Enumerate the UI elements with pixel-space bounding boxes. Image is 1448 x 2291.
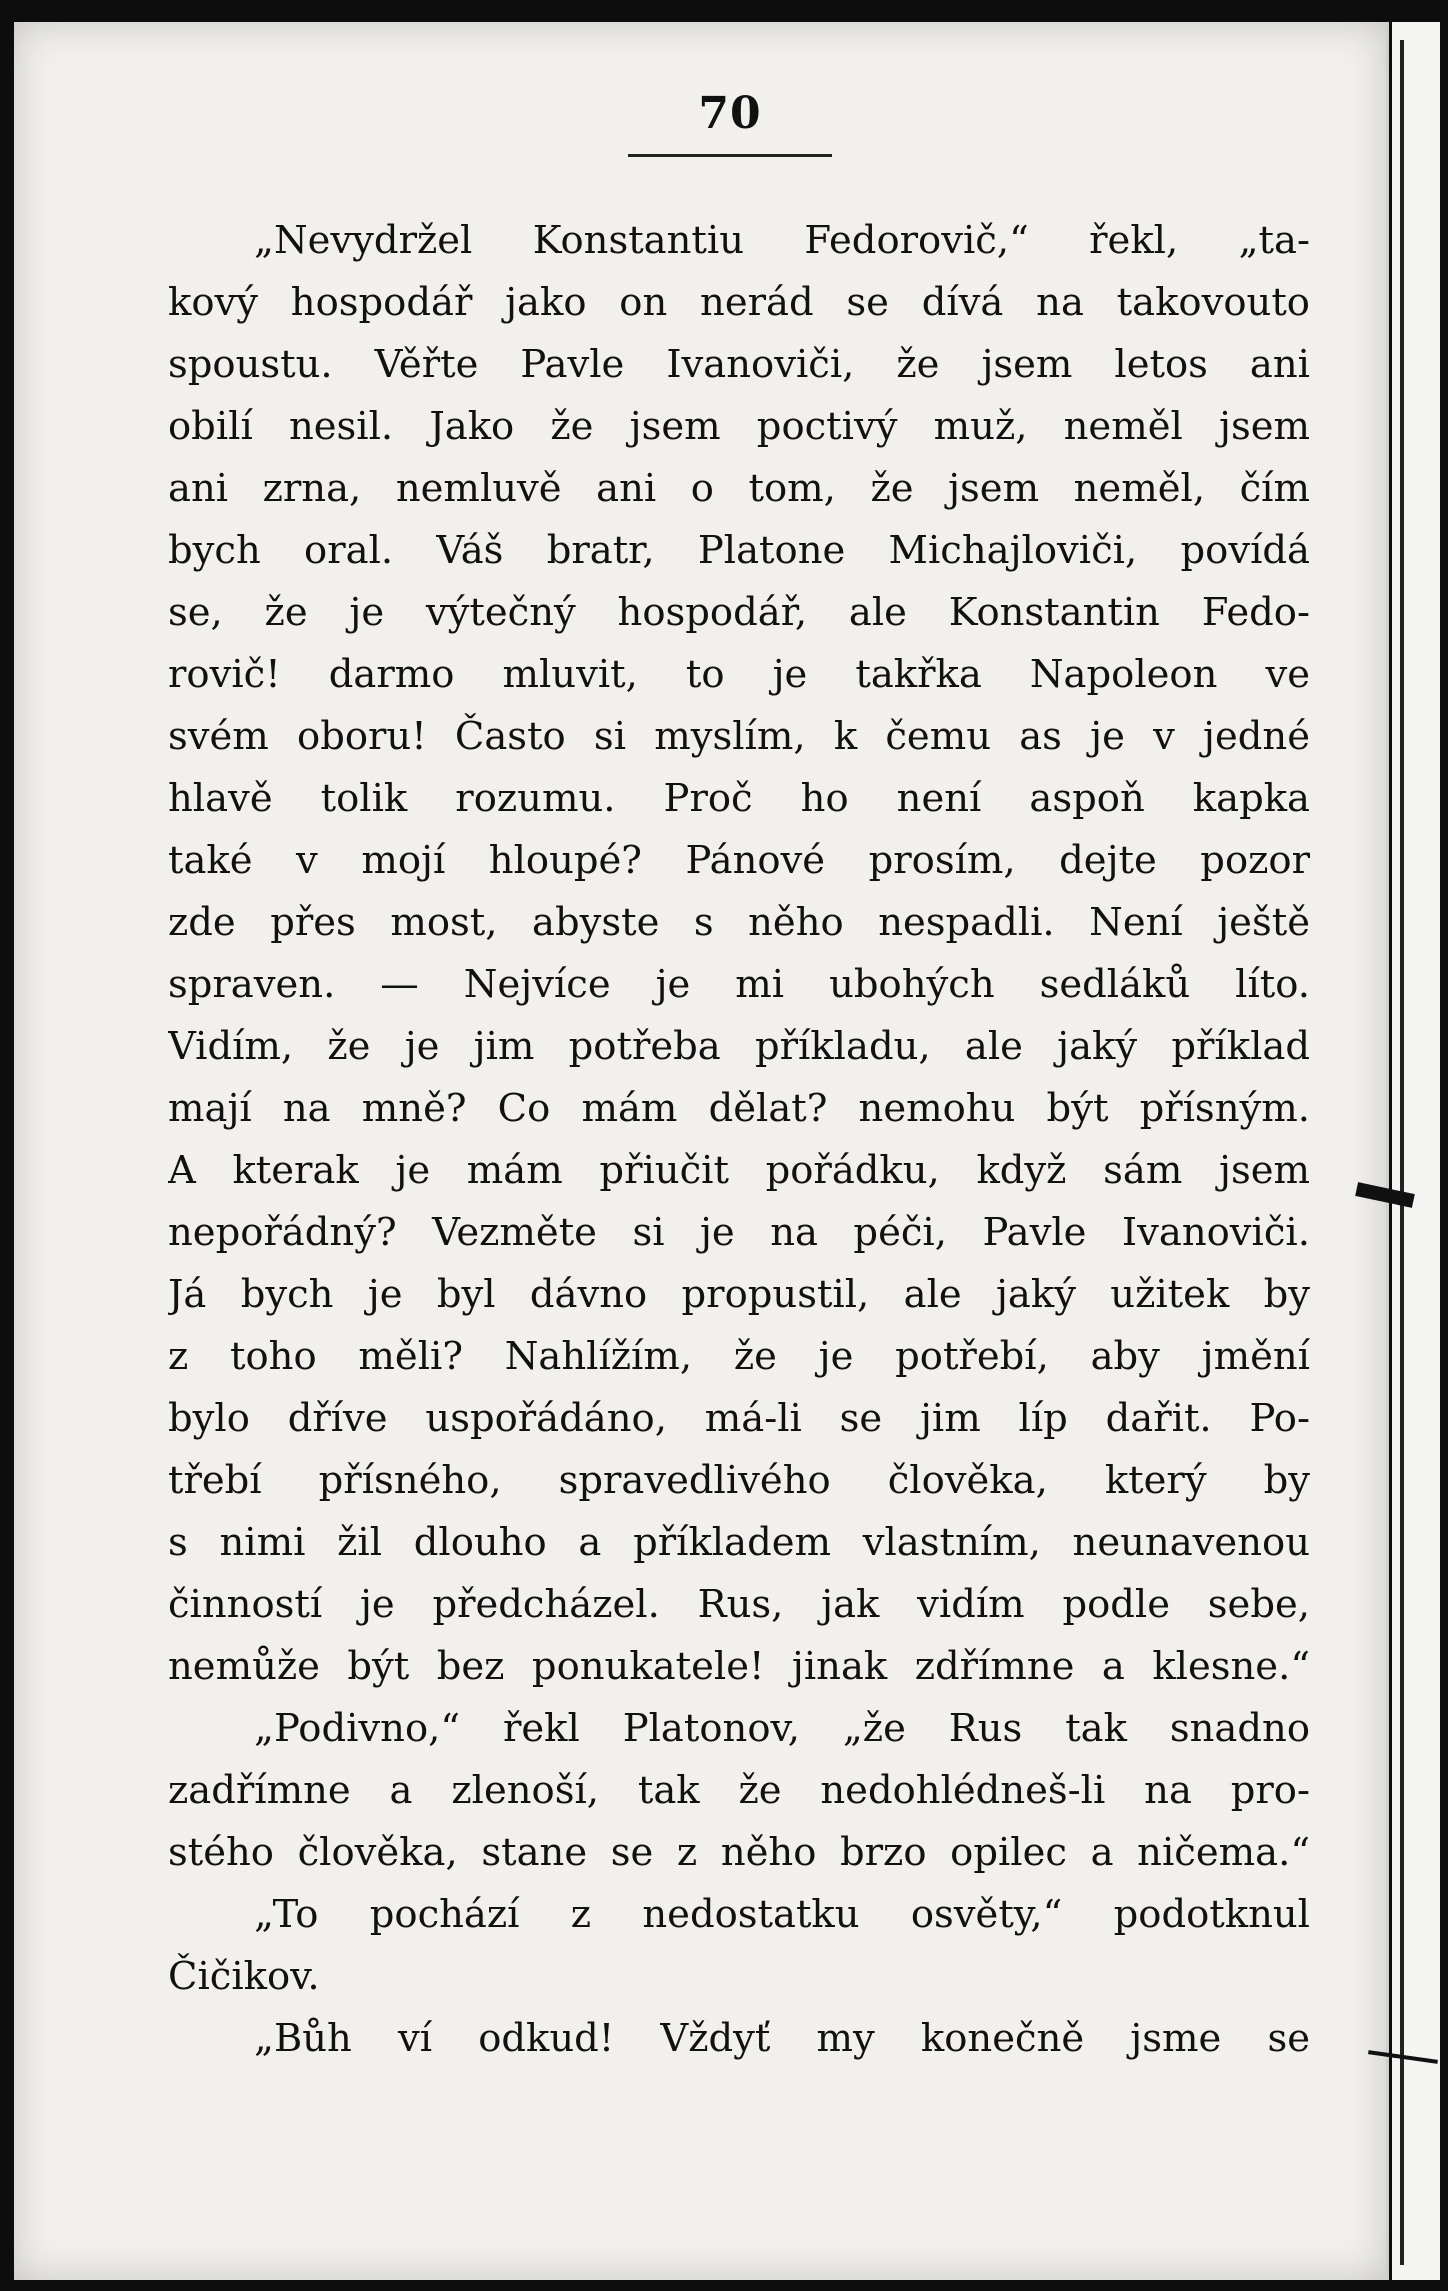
text-line: kový hospodář jako on nerád se dívá na takovouto (168, 280, 1310, 325)
text-line: mají na mně? Co mám dělat? nemohu být přísným. (168, 1086, 1310, 1131)
text-line: rovič! darmo mluvit, to je takřka Napoleon ve (168, 652, 1310, 697)
text-line: zde přes most, abyste s něho nespadli. Není ještě (168, 900, 1310, 945)
text-line: se, že je výtečný hospodář, ale Konstantin Fedo- (168, 590, 1310, 635)
text-line: také v mojí hloupé? Pánové prosím, dejte pozor (168, 838, 1310, 883)
text-line: s nimi žil dlouho a příkladem vlastním, neunavenou (168, 1520, 1310, 1565)
body-text (168, 210, 1310, 2070)
text-line: „To pochází z nedostatku osvěty,“ podotknul (254, 1892, 1310, 1937)
text-line: zadřímne a zlenoší, tak že nedohlédneš-li na pro- (168, 1768, 1310, 1813)
text-line: nepořádný? Vezměte si je na péči, Pavle Ivanoviči. (168, 1210, 1310, 1255)
text-line: bych oral. Váš bratr, Platone Michajloviči, povídá (168, 528, 1310, 573)
text-line: bylo dříve uspořádáno, má-li se jim líp dařit. Po- (168, 1396, 1310, 1441)
page-number: 70 (698, 88, 762, 139)
text-line: třebí přísného, spravedlivého člověka, který by (168, 1458, 1310, 1503)
text-line: obilí nesil. Jako že jsem poctivý muž, neměl jsem (168, 404, 1310, 449)
text-line: z toho měli? Nahlížím, že je potřebí, aby jmění (168, 1334, 1310, 1379)
text-line: Vidím, že je jim potřeba příkladu, ale jaký příklad (168, 1024, 1310, 1069)
text-line: Já bych je byl dávno propustil, ale jaký užitek by (168, 1272, 1310, 1317)
page-gutter-line (1400, 40, 1404, 2265)
text-line: „Bůh ví odkud! Vždyť my konečně jsme se (254, 2016, 1310, 2061)
page-number-rule (628, 154, 832, 157)
text-line: Čičikov. (168, 1954, 320, 1999)
text-line: stého člověka, stane se z něho brzo opilec a ničema.“ (168, 1830, 1310, 1875)
text-line: „Podivno,“ řekl Platonov, „že Rus tak snadno (254, 1706, 1310, 1751)
text-line: hlavě tolik rozumu. Proč ho není aspoň kapka (168, 776, 1310, 821)
text-line: spraven. — Nejvíce je mi ubohých sedláků líto. (168, 962, 1310, 1007)
text-line: nemůže být bez ponukatele! jinak zdřímne a klesne.“ (168, 1644, 1310, 1689)
text-line: ani zrna, nemluvě ani o tom, že jsem neměl, čím (168, 466, 1310, 511)
text-line: „Nevydržel Konstantiu Fedorovič,“ řekl, „ta- (254, 218, 1310, 263)
text-line: činností je předcházel. Rus, jak vidím podle sebe, (168, 1582, 1310, 1627)
text-line: svém oboru! Často si myslím, k čemu as je v jedné (168, 714, 1310, 759)
text-line: spoustu. Věřte Pavle Ivanoviči, že jsem letos ani (168, 342, 1310, 387)
text-line: A kterak je mám přiučit pořádku, když sám jsem (168, 1148, 1310, 1193)
